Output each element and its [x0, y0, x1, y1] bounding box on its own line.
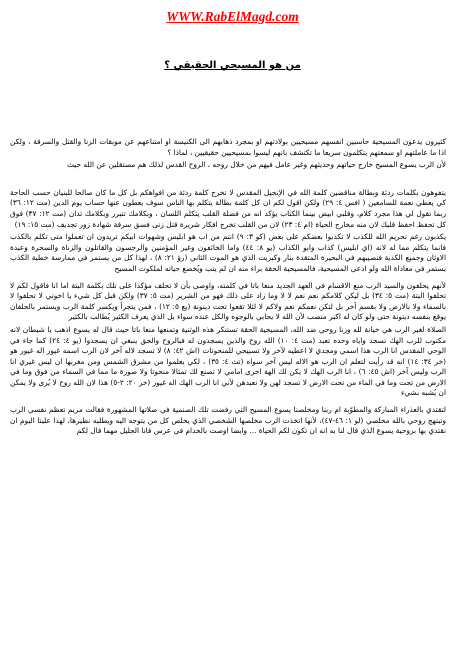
paragraph-virgin-mary: لتقتدي بالعذراء المباركة والمطوّبة ام ربنا ومخلصنا يسوع المسيح التي رفضت تلك الصنمية في صلاتها المشهورة فقالت مريم تعظم نفسي الرب وتبتهج روحي بالله مخلصي (لو ١: ٤٦-٤٧)، لأنها اتخذت الرب مخلصها الشخصي الذي يخلص كل من يتوجه اليه ويطلبه نظيرها، لهذا علينا اليوم ان نقتدي بها بروحية يسوع الذي قال لنا به انه ان تكون لكم الحياة ... وايضا اوصت بالخدام في عرس قانا الجليل مهما قال لكم — [10, 405, 446, 436]
paragraph-reason: لأن الرب يسوع المسيح خارج حياتهم وحديثهم وغير عامل فيهم من خلال روحه ، الروح القدس لذلك هم مستقلين عن الله حيث — [67, 160, 446, 170]
paragraph-swearing: لأنهم يحلفون والسيد الرب منع الاقسام في العهد الجديد منعا باتا في كلمته، واوصى بأن لا تحلف مؤكدا على تلك بكلمة البتة اما انا فاقول لكم لا تحلفوا البتة (مت ٥: ٣٤) بل ليكن كلامكم نعم نعم لا لا وما زاد على ذلك فهو من الشرير (مت ٥: ٣٧) ولكن قبل كل شيء يا اخوتي لا تحلفوا لا بالسماء ولا بالارض ولا بقسم آخر بل لتكن نعمكم نعم ولاكم لا لئلا تقعوا تحت دينونة (يع ٥: ١٢) ، فمن يتجرأ ويكسر كلمة الرب ويستمر بالحلفان يوقع بنفسه دينونة حتى ولو كان له اكبر منصب لأن الله لا يحابي بالوجوه والكل عنده سواء بل الذي يعرف الكثير يُطالب بالكثير — [10, 280, 446, 322]
document-body — [10, 137, 446, 663]
paragraph-lying: يكذبون رغم تحريم الله للكذب لا تكذبوا بعضكم على بعض (كو ٣: ٩) انتم من اب هو ابليس وشهوات ابيكم تريدون ان تعملوا متى تكلم بالكذب فانما يتكلم مما له لانه (اي ابليس) كذاب وابو الكذاب (يو ٨: ٤٤) واما الخائفون وغير المؤمنين والرجسون والقاتلون والزناة والسحرة وعبدة الاوثان وجميع الكذبة فنصيبهم في البحيرة المتقدة بنار وكبريت الذي هو الموت الثاني (رؤ ٢١: ٨) ، لهذا كل من يستمر في ممارسة خطية الكذب يستمر في معاداة الله ولو ادعى المسيحية، فالمسيحية الحقة براء منه ان لم يتب ويُخضع حياته لملكوت المسيح — [10, 232, 446, 273]
paragraph-intro: كثيرون يدعون المسيحية حاسبين انفسهم مسيحيين بولادتهم او بمجرد ذهابهم الى الكنيسة او امتناعهم عن موبقات الزنا والقتل والسرقة ، ولكن اذا ما عاملتهم او سمعتهم يتكلمون سريعا ما تكتشف بانهم ليسوا بمسيحيين حقيقيين ، لماذا ؟ — [10, 137, 446, 157]
page-title: من هو المسيحي الحقيقي ؟ — [164, 60, 301, 71]
paragraph-bad-words: يتفوهون بكلمات ردئة وبطالة مناقضين كلمة الله في الإنجيل المقدس لا تخرج كلمة ردئة من افواهكم بل كل ما كان صالحا للبنيان حسب الحاجة كي يعطي نعمة للسامعين ( افس ٤: ٢٩) ولكن اقول لكم ان كل كلمة بطالة يتكلم بها الناس سوف يعطون عنها حساب يوم الدين (مت ١٢: ٣٦) ربما تقول لي هذا مجرد كلام، وقلبي ابيض بينما الكتاب يؤكد انه من فضلة القلب يتكلم اللسان ، وبكلامك تتبرر وبكلامك تدان (مت ١٢: ٣٧) فوق كل تحفظ احفظ قلبك لان منه مخارج الحياة (ام ٤: ٢٣) لان من القلب تخرج افكار شريرة قتل زنى فسق سرقة شهادة زور تجديف (مت ١٥: ١٩) — [10, 187, 446, 229]
site-url-header[interactable]: WWW.RabElMagd.com — [166, 9, 299, 24]
paragraph-worship: الصلاة لغير الرب هي خيانة لله وزنا روحي ضد الله، المسيحية الحقة تستنكر هذه الوثنية وتمنعها منعا باتا حيث قال له يسوع اذهب يا شيطان لانه مكتوب للرب الهك تسجد واياه وحده تعبد (مت ٤: ١٠) الله روح والذين يسجدون له فبالروح والحق ينبغي ان يسجدوا (يو ٤: ٢٤) كما جاء في الوحي المقدس انا الرب هذا اسمي ومجدي لا اعطيه لآخر ولا تسبيحي للمنحوتات (اش ٤٢: ٨) لا تسجد لاله آخر لان الرب اسمه غيور اله غيور هو (خر ٣٤: ١٤) انه قد رأيت لتعلم ان الرب هو الاله ليس آخر سواه (تث ٤: ٣٥) ، لكي يعلموا من مشرق الشمس ومن مغربها ان ليس غيري انا الرب وليس آخر (اش ٤٥: ٦) ، انا الرب الهك لا يكن لك الهة اخرى امامي لا تصنع لك تمثالا منحوتا ولا صورة ما مما في السماء من فوق وما في الارض من تحت وما في الماء من تحت الارض لا تسجد لهن ولا تعبدهن لأني انا الرب الهك اله غيور (خر ٢٠: ٢-٥) هذا لان الله روح لا يُرى ولا يمكن ان يُشبه بشيء — [10, 324, 446, 398]
